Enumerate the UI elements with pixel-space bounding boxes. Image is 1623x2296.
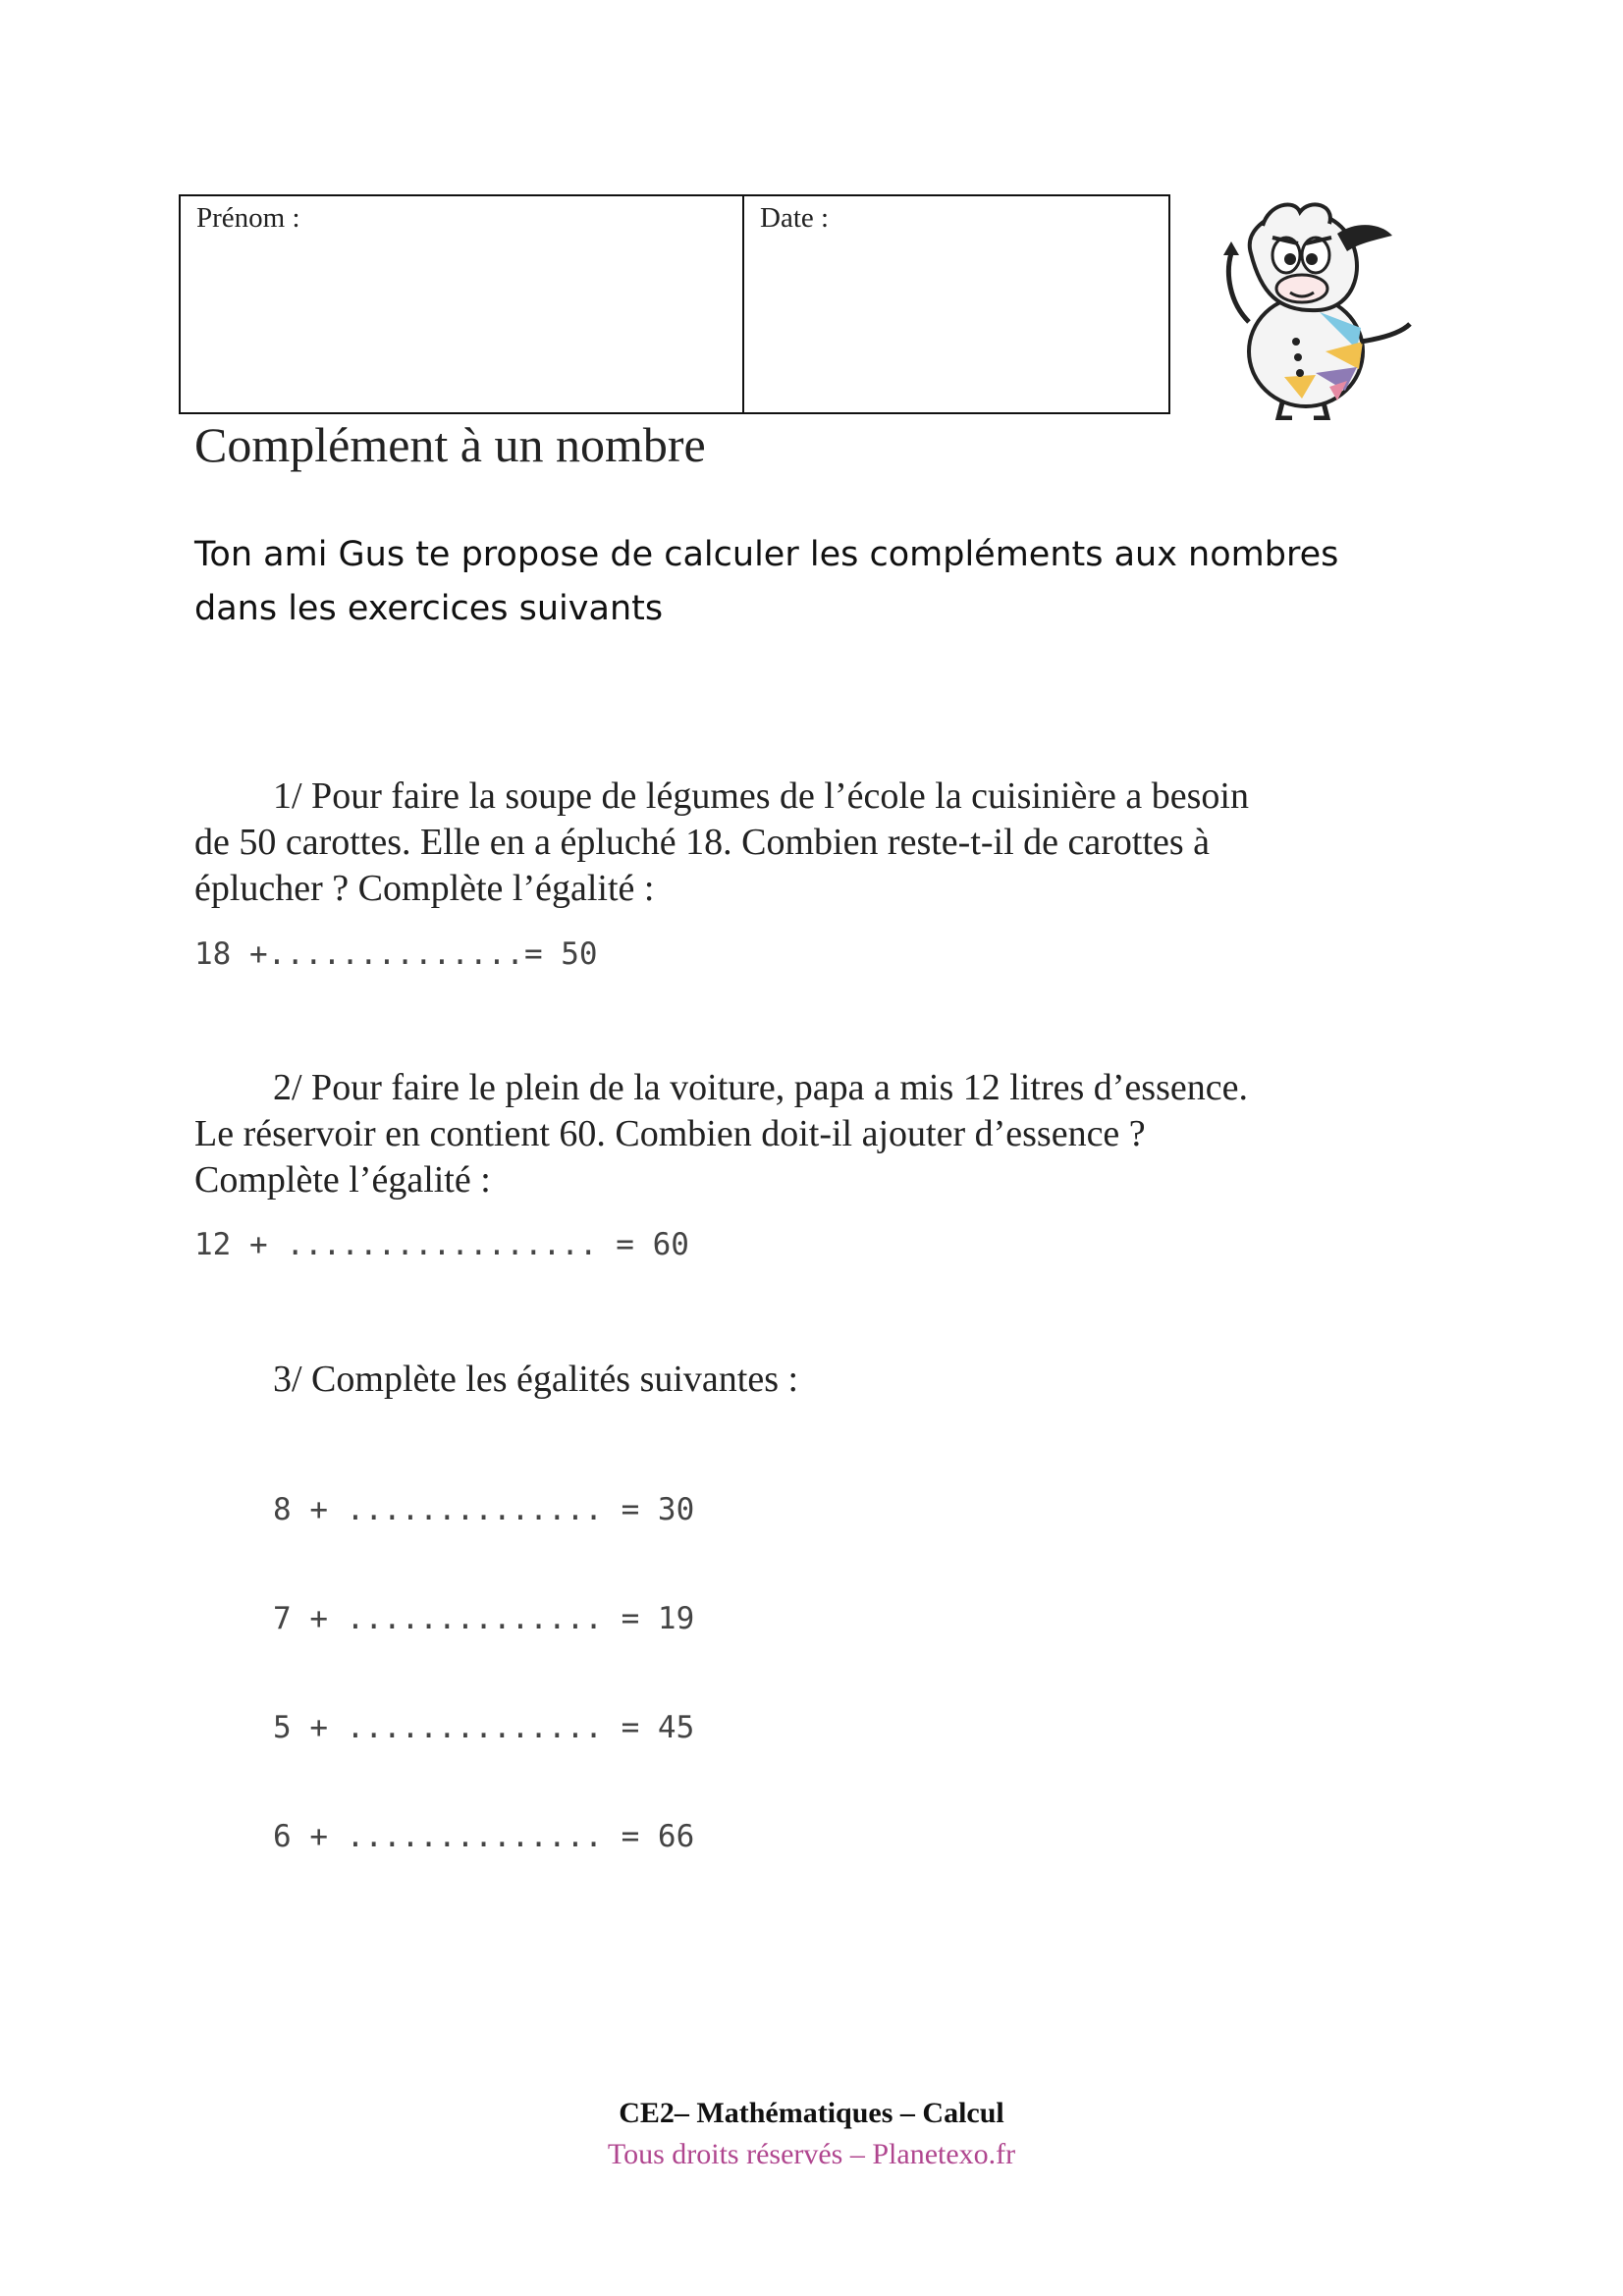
exercise-line: Le réservoir en contient 60. Combien doit-il ajouter d’essence ? xyxy=(194,1113,1146,1154)
intro-text xyxy=(194,528,1471,636)
exercise-line: de 50 carottes. Elle en a épluché 18. Combien reste-t-il de carottes à xyxy=(194,822,1211,863)
date-field[interactable] xyxy=(744,196,1168,412)
footer-course: CE2– Mathématiques – Calcul xyxy=(619,2097,1004,2129)
equation-2[interactable]: 12 + ................. = 60 xyxy=(194,1227,689,1262)
equation-3b[interactable]: 7 + .............. = 19 xyxy=(273,1601,695,1636)
exercise-3 xyxy=(194,1357,1471,1403)
equation-1[interactable]: 18 +..............= 50 xyxy=(194,936,598,972)
sheep-mascot-icon xyxy=(1200,194,1418,420)
exercise-1 xyxy=(194,774,1471,912)
exercise-line: 1/ Pour faire la soupe de légumes de l’école la cuisinière a besoin xyxy=(273,775,1249,817)
exercise-line: 3/ Complète les égalités suivantes : xyxy=(273,1359,799,1400)
intro-line: dans les exercices suivants xyxy=(194,589,664,628)
exercise-line: 2/ Pour faire le plein de la voiture, papa a mis 12 litres d’essence. xyxy=(273,1067,1248,1108)
exercise-line: Complète l’égalité : xyxy=(194,1159,491,1201)
exercise-line: éplucher ? Complète l’égalité : xyxy=(194,868,655,909)
equation-3c[interactable]: 5 + .............. = 45 xyxy=(273,1710,695,1745)
prenom-label: Prénom : xyxy=(196,202,300,234)
student-info-table xyxy=(179,194,1170,414)
footer-copyright: Tous droits réservés – Planetexo.fr xyxy=(607,2138,1016,2170)
intro-line: Ton ami Gus te propose de calculer les compléments aux nombres xyxy=(194,535,1339,574)
equation-3a[interactable]: 8 + .............. = 30 xyxy=(273,1492,695,1527)
prenom-field[interactable] xyxy=(181,196,744,412)
date-label: Date : xyxy=(760,202,830,234)
page-title: Complément à un nombre xyxy=(194,417,706,472)
exercise-2 xyxy=(194,1065,1471,1203)
equation-3d[interactable]: 6 + .............. = 66 xyxy=(273,1819,695,1854)
